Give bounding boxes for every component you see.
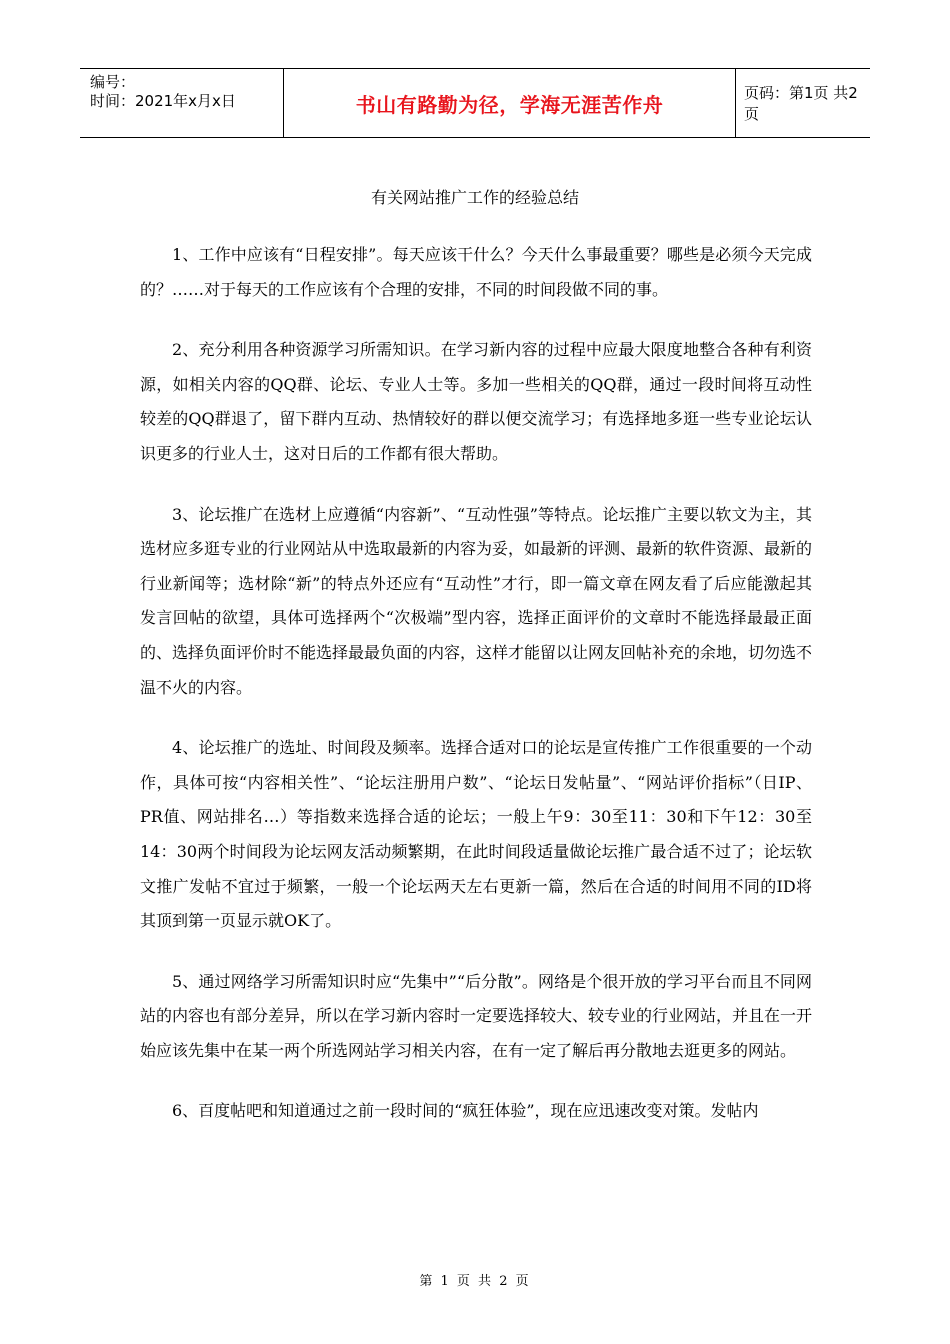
header-motto-cell [283,69,736,137]
paragraph-5: 5、通过网络学习所需知识时应“先集中”“后分散”。网络是个很开放的学习平台而且不同网站的内容也有部分差异，所以在学习新内容时一定要选择较大、较专业的行业网站，并且在一开始应该先集中在某一两个所选网站学习相关内容，在有一定了解后再分散地去逛更多的网站。 [140,971,813,1060]
document-body [140,238,812,1155]
paragraph-3: 3、论坛推广在选材上应遵循“内容新”、“互动性强”等特点。论坛推广主要以软文为主，其选材应多逛专业的行业网站从中选取最新的内容为妥，如最新的评测、最新的软件资源、最新的行业新闻等；选材除“新”的特点外还应有“互动性”才行，即一篇文章在网友看了后应能激起其发言回帖的欲望，具体可选择两个“次极端”型内容，选择正面评价的文章时不能选择最最正面的、选择负面评价时不能选择最最负面的内容，这样才能留以让网友回帖补充的余地，切勿选不温不火的内容。 [140,504,813,697]
document-header [80,68,870,138]
page-footer: 第 1 页 共 2 页 [419,1274,531,1289]
header-meta [80,69,283,137]
paragraph-4: 4、论坛推广的选址、时间段及频率。选择合适对口的论坛是宣传推广工作很重要的一个动作，具体可按“内容相关性”、“论坛注册用户数”、“论坛日发帖量”、“网站评价指标”（日IP、PR值、网站排名…）等指数来选择合适的论坛；一般上午9：30至11：30和下午12：30至14：30两个时间段为论坛网友活动频繁期，在此时间段适量做论坛推广最合适不过了；论坛软文推广发帖不宜过于频繁，一般一个论坛两天左右更新一篇，然后在合适的时间用不同的ID将其顶到第一页显示就OK了。 [140,738,812,931]
header-page-cell [736,69,870,137]
document-title: 有关网站推广工作的经验总结 [370,188,579,207]
paragraph-2: 2、充分利用各种资源学习所需知识。在学习新内容的过程中应最大限度地整合各种有利资源，如相关内容的QQ群、论坛、专业人士等。多加一些相关的QQ群，通过一段时间将互动性较差的QQ群退了，留下群内互动、热情较好的群以便交流学习；有选择地多逛一些专业论坛认识更多的行业人士，这对日后的工作都有很大帮助。 [140,340,812,463]
motto-text: 书山有路勤为径，学海无涯苦作舟 [355,92,664,117]
paragraph-1: 1、工作中应该有“日程安排”。每天应该干什么？今天什么事最重要？哪些是必须今天完成的？……对于每天的工作应该有个合理的安排，不同的时间段做不同的事。 [140,245,812,299]
time-label: 时间：2021年x月x日 [90,92,236,110]
paragraph-6: 6、百度帖吧和知道通过之前一段时间的“疯狂体验”，现在应迅速改变对策。发帖内 [172,1101,759,1121]
number-label: 编号： [90,73,136,91]
page-label: 页码：第1页 共2页 [744,84,858,123]
